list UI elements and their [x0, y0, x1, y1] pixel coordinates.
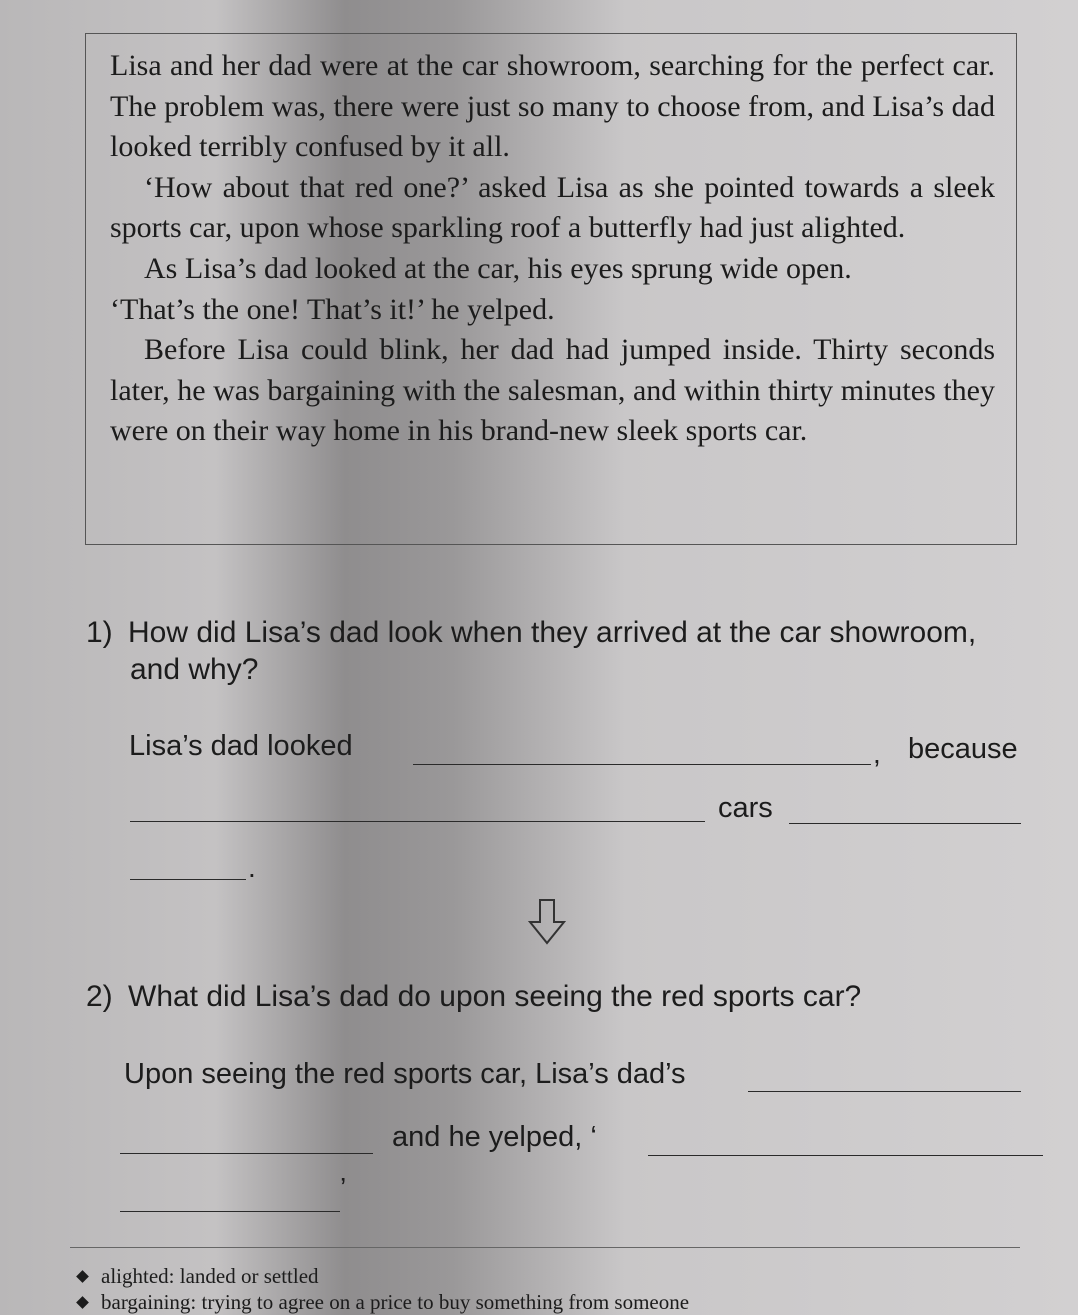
question-1-text-line1: How did Lisa’s dad look when they arrived at the car showroom, [128, 616, 977, 649]
glossary-item-bargaining [78, 1289, 689, 1315]
answer-2-mid: and he yelped, ‘ [392, 1121, 597, 1153]
glossary-word: alighted: [101, 1264, 175, 1288]
glossary-word: bargaining: [101, 1290, 197, 1314]
answer-1-blank-3[interactable] [789, 823, 1021, 824]
glossary-divider [70, 1247, 1020, 1248]
answer-2-blank-4[interactable] [120, 1211, 340, 1212]
glossary-definition: landed or settled [179, 1264, 319, 1288]
question-2-text: What did Lisa’s dad do upon seeing the red sports car? [128, 980, 862, 1013]
diamond-bullet-icon [76, 1296, 89, 1309]
paragraph-5: Before Lisa could blink, her dad had jumped inside. Thirty seconds later, he was bargaining with the salesman, and within thirty minutes they were on their way home in his brand-new sleek sports car. [110, 333, 995, 448]
passage [110, 46, 995, 452]
answer-1-comma: , [873, 738, 881, 769]
question-2-number: 2) [86, 980, 113, 1013]
answer-1-because: because [908, 733, 1018, 765]
answer-1-blank-4[interactable] [130, 879, 246, 880]
glossary-item-alighted [78, 1263, 319, 1289]
answer-1-period: . [248, 852, 256, 883]
question-2 [86, 978, 1026, 1015]
question-1 [86, 614, 1026, 688]
paragraph-4: ‘That’s the one! That’s it!’ he yelped. [110, 292, 555, 326]
down-arrow-icon [527, 898, 567, 946]
answer-1-cars: cars [718, 792, 773, 824]
question-1-number: 1) [86, 616, 113, 649]
answer-1-blank-1[interactable] [413, 764, 871, 765]
paragraph-1: Lisa and her dad were at the car showroom, searching for the perfect car. The problem was, there were just so many to choose from, and Lisa’s dad looked terribly confused by it all. [110, 49, 995, 164]
glossary-definition: trying to agree on a price to buy something from someone [201, 1290, 690, 1314]
answer-1-blank-2[interactable] [130, 821, 705, 822]
question-1-text-line2: and why? [130, 653, 259, 686]
answer-1-start: Lisa’s dad looked [129, 730, 353, 762]
answer-2-close-quote: ’ [340, 1172, 347, 1203]
answer-2-blank-1[interactable] [748, 1091, 1021, 1092]
diamond-bullet-icon [76, 1270, 89, 1283]
answer-2-blank-3[interactable] [648, 1155, 1043, 1156]
answer-2-start: Upon seeing the red sports car, Lisa’s dad’s [124, 1058, 686, 1090]
answer-2-blank-2[interactable] [120, 1153, 373, 1154]
paragraph-2: ‘How about that red one?’ asked Lisa as she pointed towards a sleek sports car, upon whose sparkling roof a butterfly had just alighted. [110, 170, 995, 245]
paragraph-3: As Lisa’s dad looked at the car, his eyes sprung wide open. [144, 251, 852, 285]
